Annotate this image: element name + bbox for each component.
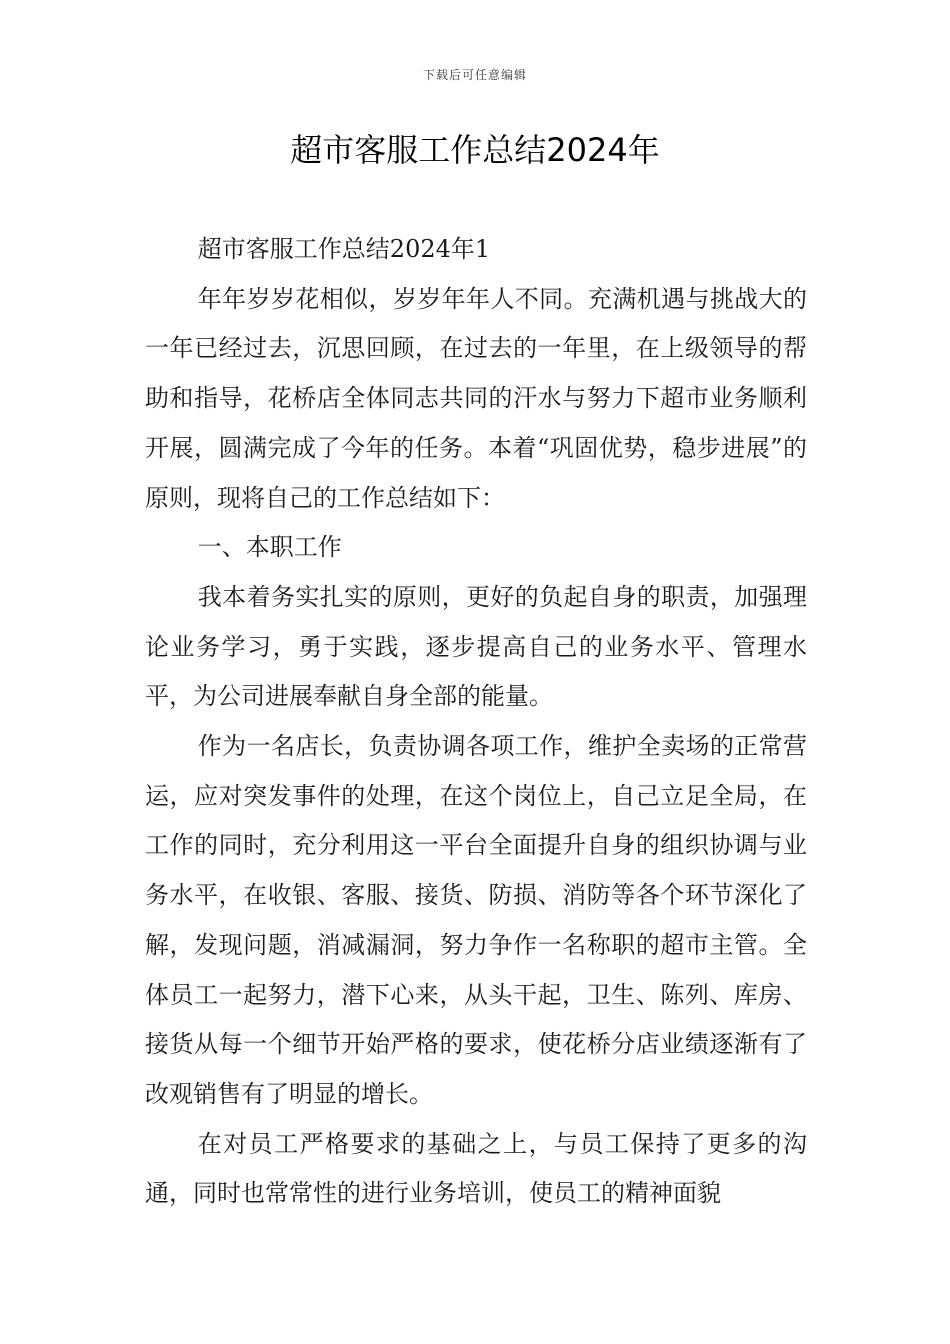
paragraph-subtitle: 超市客服工作总结2024年1 [197,235,491,263]
document-title: 超市客服工作总结2024年 [290,131,660,169]
section-heading: 一、本职工作 [197,533,342,562]
paragraph: 我本着务实扎实的原则，更好的负起自身的职责，加强理论业务学习，勇于实践，逐步提高自己的业务水平、管理水平，为公司进展奉献自身全部的能量。 [145,582,807,711]
header-note: 下载后可任意编辑 [422,68,527,82]
paragraph: 在对员工严格要求的基础之上，与员工保持了更多的沟通，同时也常常性的进行业务培训，使员工的精神面貌 [145,1129,807,1208]
document-body [145,225,807,1219]
paragraph-intro: 年年岁岁花相似，岁岁年年人不同。充满机遇与挑战大的一年已经过去，沉思回顾，在过去的一年里，在上级领导的帮助和指导，花桥店全体同志共同的汗水与努力下超市业务顺利开展，圆满完成了今年的任务。本着“巩固优势，稳步进展”的原则，现将自己的工作总结如下： [145,284,807,512]
paragraph: 作为一名店长，负责协调各项工作，维护全卖场的正常营运，应对突发事件的处理，在这个岗位上，自己立足全局，在工作的同时，充分利用这一平台全面提升自身的组织协调与业务水平，在收银、客服、接货、防损、消防等各个环节深化了解，发现问题，消减漏洞，努力争作一名称职的超市主管。全体员工一起努力，潜下心来，从头干起，卫生、陈列、库房、接货从每一个细节开始严格的要求，使花桥分店业绩逐渐有了改观销售有了明显的增长。 [145,732,807,1108]
